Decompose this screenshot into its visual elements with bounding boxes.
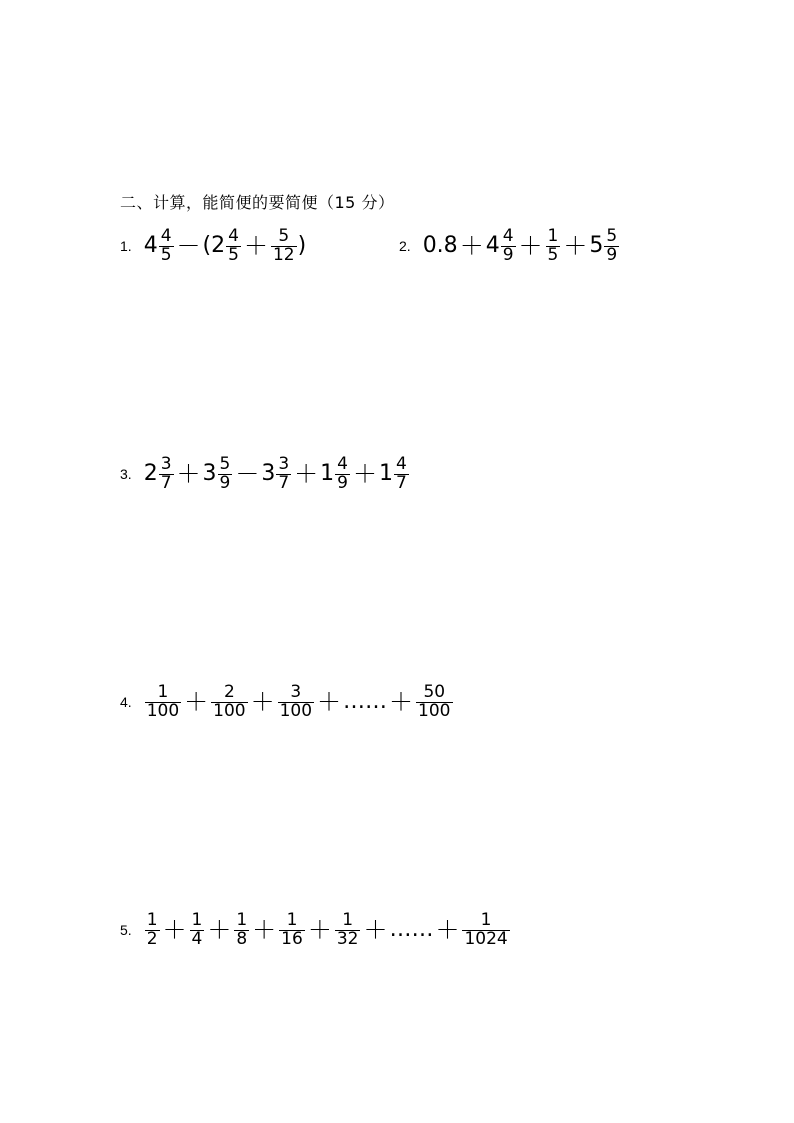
- problem-number: 2.: [399, 238, 411, 255]
- fraction-numerator: 1: [286, 910, 298, 930]
- operator: ＋: [176, 460, 201, 489]
- fraction-numerator: 4: [228, 226, 239, 246]
- problem-1: [120, 228, 306, 265]
- math-text: 1: [379, 461, 393, 487]
- fraction: [335, 456, 350, 493]
- fraction: [218, 456, 233, 493]
- fraction: [278, 684, 314, 721]
- fraction-denominator: 9: [219, 472, 231, 493]
- fraction-denominator: 100: [279, 700, 313, 721]
- math-text: 2: [143, 461, 158, 487]
- fraction-numerator: 4: [396, 454, 407, 474]
- fraction: [462, 912, 509, 949]
- fraction: [159, 228, 174, 265]
- fraction-denominator: 100: [213, 700, 246, 721]
- fraction-numerator: 1: [547, 226, 559, 246]
- fraction-denominator: 32: [336, 928, 359, 949]
- fraction-numerator: 5: [219, 454, 231, 474]
- fraction-denominator: 5: [547, 244, 559, 265]
- operator: －: [235, 460, 260, 489]
- fraction-denominator: 12: [272, 244, 295, 265]
- problem-number: 4.: [120, 694, 132, 711]
- fraction-numerator: 1: [191, 910, 203, 930]
- math-text: 5: [589, 233, 604, 259]
- math-text: 0.8: [422, 233, 458, 259]
- problem-expression: [423, 228, 620, 265]
- fraction: [279, 912, 305, 949]
- fraction-numerator: 3: [160, 454, 172, 474]
- fraction-denominator: 4: [191, 928, 203, 949]
- problem-number: 1.: [120, 238, 132, 255]
- problem-number: 5.: [120, 922, 132, 939]
- fraction: [416, 684, 452, 721]
- problem-2: [399, 228, 620, 265]
- fraction: [145, 684, 181, 721]
- fraction-denominator: 1024: [464, 928, 508, 949]
- fraction-denominator: 5: [228, 244, 239, 265]
- fraction: [276, 456, 291, 493]
- fraction-numerator: 3: [278, 454, 290, 474]
- problem-3: [120, 456, 410, 493]
- math-text: ……: [343, 689, 388, 715]
- fraction: [604, 228, 619, 265]
- operator: ＋: [363, 916, 388, 945]
- fraction: [145, 912, 160, 949]
- fraction-numerator: 1: [146, 910, 158, 930]
- math-text: 3: [202, 461, 217, 487]
- math-text: 1: [320, 461, 335, 487]
- operator: －: [176, 232, 201, 261]
- fraction-numerator: 4: [502, 226, 514, 246]
- problem-expression: [144, 684, 454, 721]
- fraction: [226, 228, 241, 265]
- fraction: [190, 912, 205, 949]
- fraction: [211, 684, 247, 721]
- fraction-numerator: 1: [157, 682, 169, 702]
- fraction: [271, 228, 297, 265]
- fraction: [335, 912, 361, 949]
- operator: ＋: [243, 232, 268, 261]
- operator: ＋: [435, 916, 460, 945]
- fraction-denominator: 16: [281, 928, 303, 949]
- fraction-numerator: 5: [606, 226, 618, 246]
- problem-expression: [144, 912, 511, 949]
- fraction-numerator: 4: [337, 454, 348, 474]
- fraction-denominator: 5: [160, 244, 172, 265]
- operator: ＋: [252, 916, 277, 945]
- math-text: ……: [389, 917, 434, 943]
- fraction-denominator: 9: [502, 244, 514, 265]
- fraction: [234, 912, 249, 949]
- fraction-numerator: 1: [236, 910, 248, 930]
- fraction-denominator: 2: [146, 928, 158, 949]
- fraction-numerator: 4: [160, 226, 172, 246]
- fraction-denominator: 9: [606, 244, 618, 265]
- operator: ＋: [459, 232, 484, 261]
- fraction-denominator: 7: [160, 472, 172, 493]
- section-heading: 二、计算，能简便的要简便（15 分）: [120, 193, 395, 212]
- problem-number: 3.: [120, 466, 132, 483]
- fraction-numerator: 1: [480, 910, 492, 930]
- math-text: ): [297, 233, 307, 259]
- problem-expression: [144, 228, 306, 265]
- operator: ＋: [207, 916, 232, 945]
- operator: ＋: [563, 232, 588, 261]
- fraction: [394, 456, 409, 493]
- operator: ＋: [518, 232, 543, 261]
- operator: ＋: [162, 916, 187, 945]
- fraction-denominator: 9: [337, 472, 348, 493]
- problem-5: [120, 912, 511, 949]
- operator: ＋: [294, 460, 319, 489]
- fraction: [501, 228, 516, 265]
- operator: ＋: [307, 916, 332, 945]
- problem-expression: [144, 456, 410, 493]
- fraction-denominator: 8: [236, 928, 248, 949]
- fraction-denominator: 7: [278, 472, 290, 493]
- fraction-denominator: 7: [396, 472, 407, 493]
- fraction: [159, 456, 174, 493]
- fraction-numerator: 3: [290, 682, 302, 702]
- problem-4: [120, 684, 454, 721]
- fraction-denominator: 100: [418, 700, 451, 721]
- fraction: [546, 228, 561, 265]
- fraction-numerator: 1: [342, 910, 354, 930]
- math-text: (2: [202, 233, 226, 259]
- operator: ＋: [250, 688, 275, 717]
- operator: ＋: [353, 460, 377, 489]
- math-text: 4: [143, 233, 158, 259]
- operator: ＋: [389, 688, 414, 717]
- math-text: 4: [485, 233, 500, 259]
- fraction-numerator: 2: [223, 682, 235, 702]
- operator: ＋: [184, 688, 209, 717]
- fraction-numerator: 5: [278, 226, 290, 246]
- math-text: 3: [261, 461, 276, 487]
- fraction-numerator: 50: [423, 682, 446, 702]
- fraction-denominator: 100: [146, 700, 180, 721]
- operator: ＋: [317, 688, 342, 717]
